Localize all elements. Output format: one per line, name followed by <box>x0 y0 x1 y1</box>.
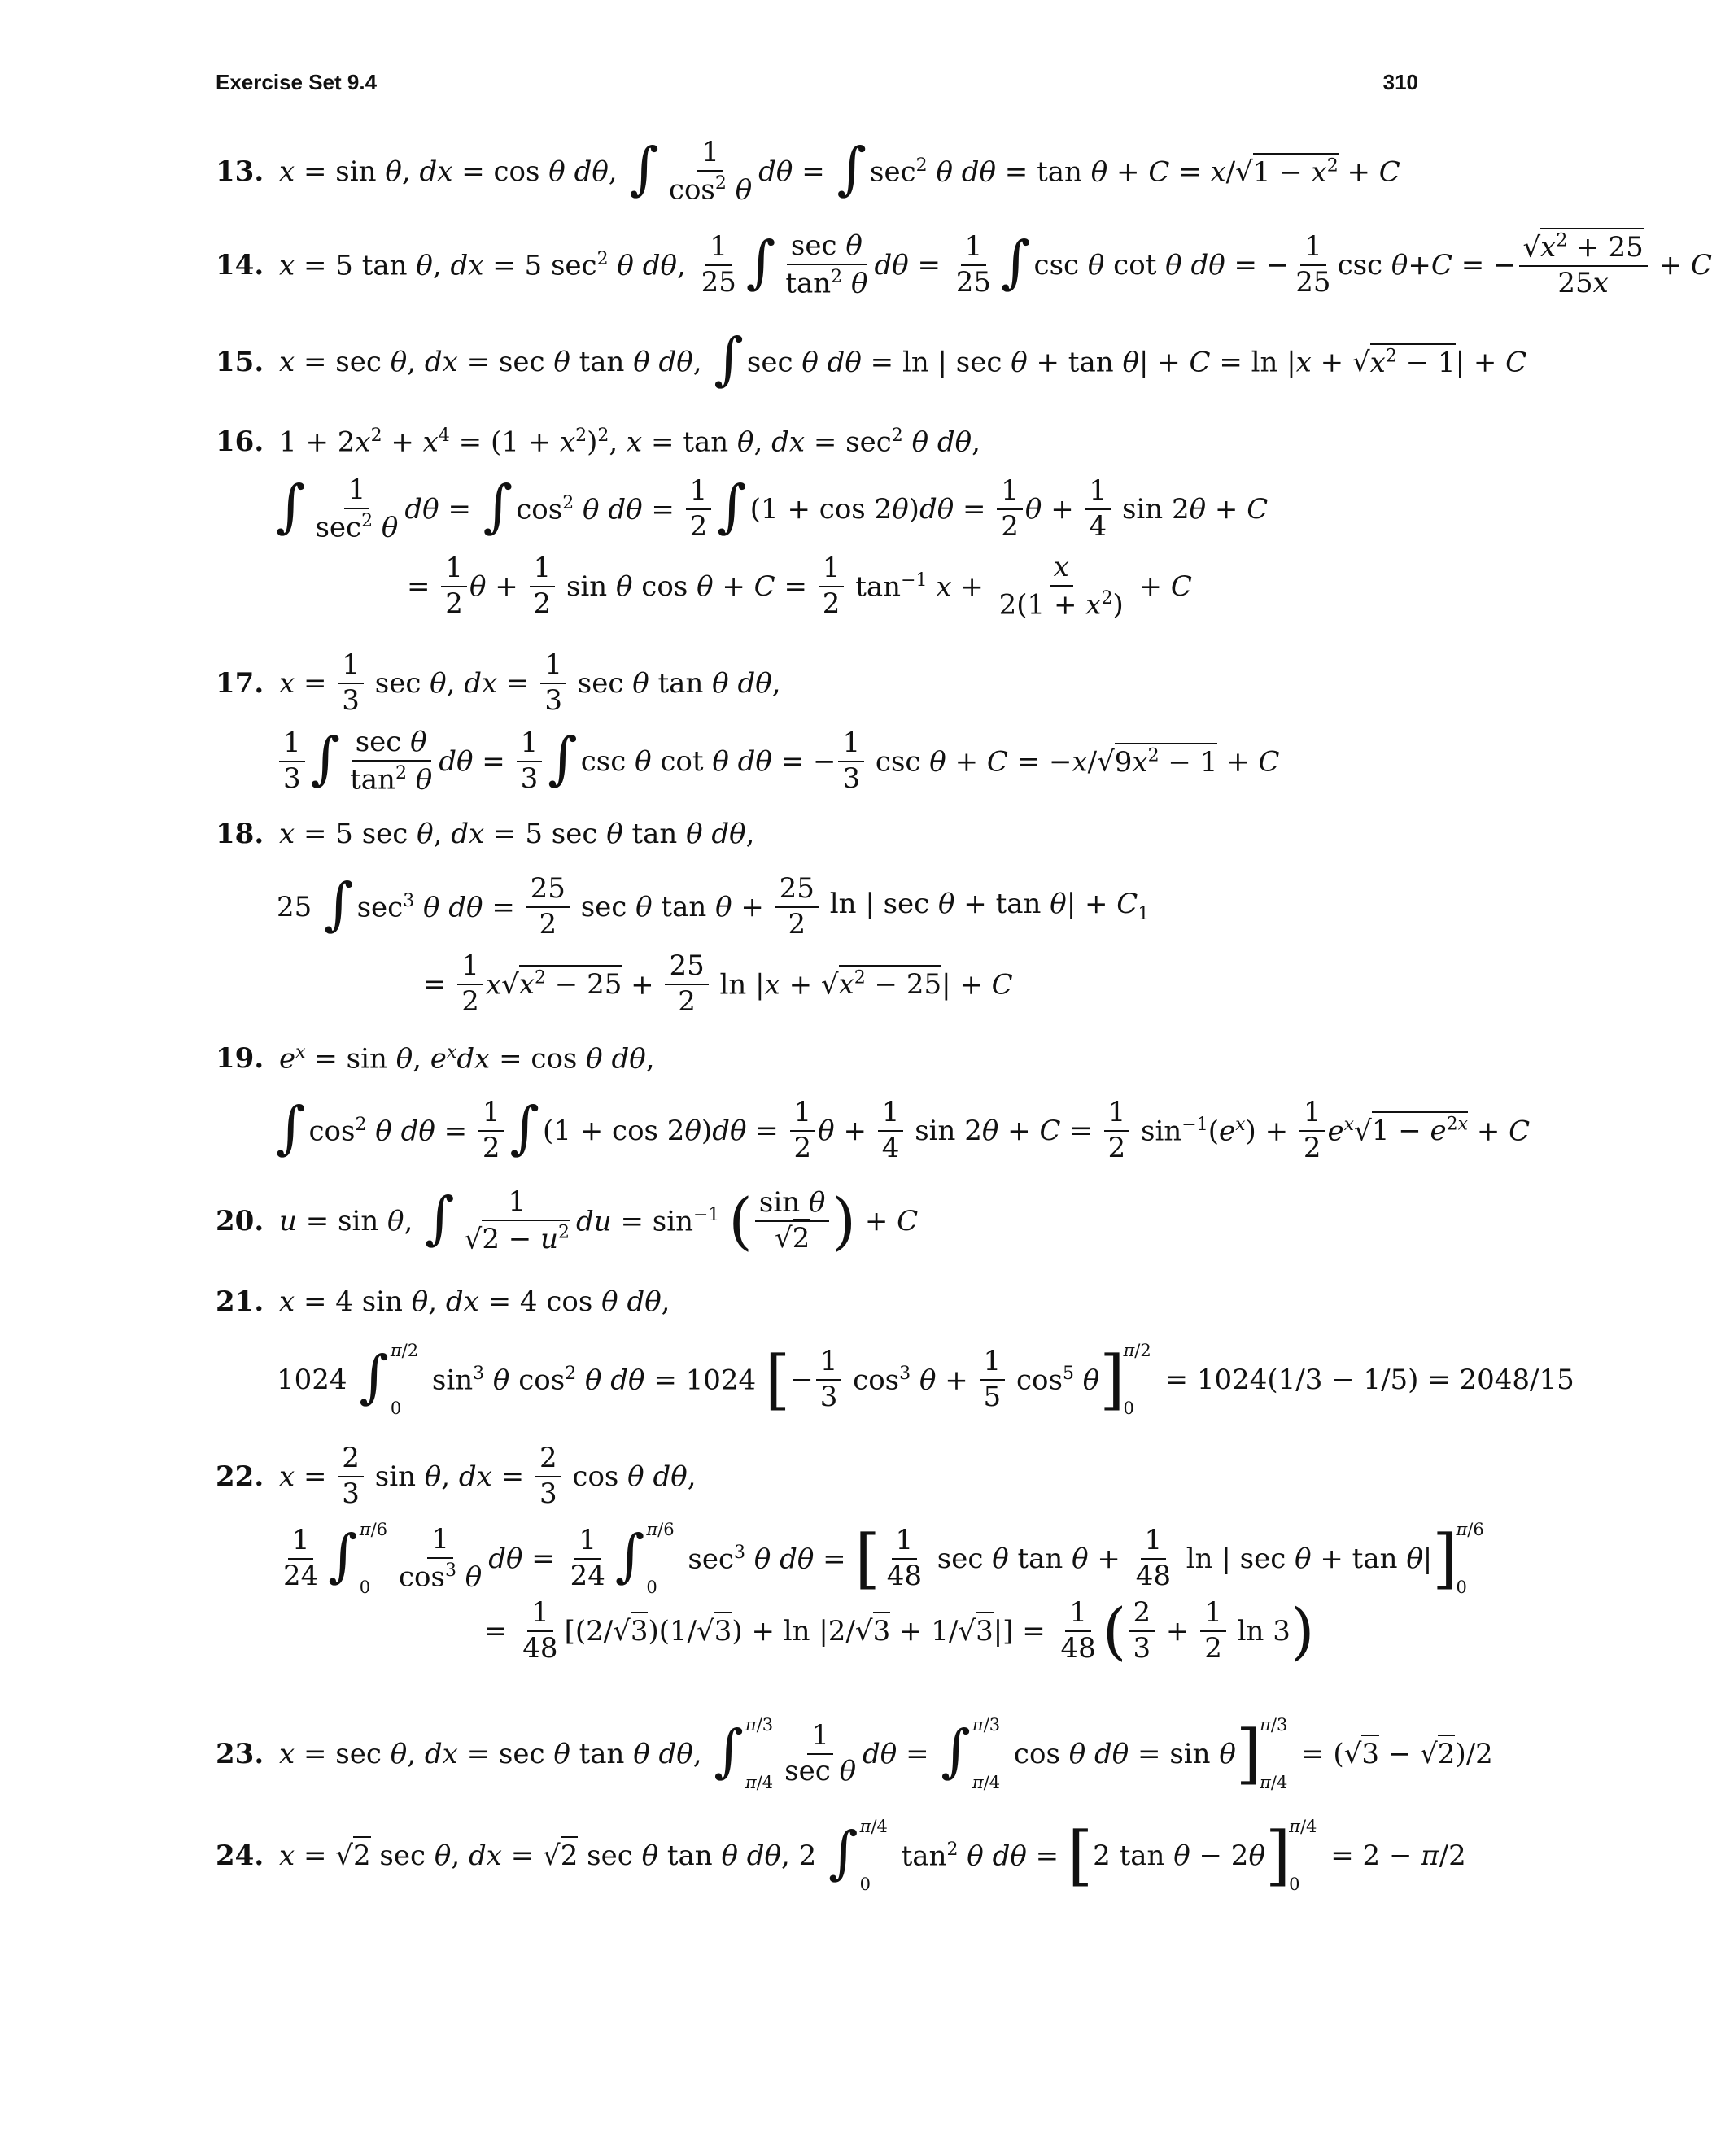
problem-18-line-2 <box>277 870 1150 941</box>
fraction: $\frac{2}{3}$ <box>338 1444 364 1508</box>
equation: (1 + cos 2θ)dθ = <box>749 492 995 526</box>
problem-17-line-1 <box>216 648 781 717</box>
evaluation-limits: π/6 0 <box>1456 1520 1484 1597</box>
problem-number: 15. <box>216 346 264 378</box>
equation: $\tan^{-1} x$ + <box>846 570 993 604</box>
fraction: $\frac{1}{√2 - u^2}$ <box>464 1185 570 1256</box>
problem-22-line-3 <box>484 1594 1315 1667</box>
fraction: $\frac{2}{3}$ <box>1129 1599 1155 1663</box>
integral-sign: ∫ <box>359 1343 389 1410</box>
integral-limits: π/3 π/4 <box>745 1715 774 1792</box>
problem-number: 24. <box>216 1840 264 1872</box>
fraction: $\frac{√x^2 + 25}{25x}$ <box>1519 232 1648 299</box>
equation: dθ = <box>874 248 950 282</box>
problem-number: 20. <box>216 1204 264 1237</box>
integral-limits: π/2 0 <box>390 1341 419 1418</box>
equation: = 2 − π/2 <box>1321 1840 1466 1872</box>
problem-16-line-3 <box>407 553 1192 620</box>
equation: sin 2θ + C = <box>906 1114 1102 1147</box>
fraction: $\frac{x}{2(1 + x^2)}$ <box>998 551 1124 622</box>
right-paren: ) <box>832 1184 857 1257</box>
equation: = 1024(1/3 − 1/5) = 2048/15 <box>1155 1364 1574 1396</box>
equation: $\sin^3 \theta$ $\cos^2 \theta$ dθ = 1024 <box>423 1364 765 1397</box>
problem-number: 17. <box>216 666 264 700</box>
fraction: $\frac{1}{4}$ <box>878 1098 904 1163</box>
fraction: $\frac{25}{2}$ <box>775 875 819 939</box>
equation: θ + <box>469 570 527 603</box>
problem-22-line-2 <box>277 1521 1489 1596</box>
problem-number: 21. <box>216 1285 264 1318</box>
equation: csc θ cot θ dθ = − <box>1033 248 1290 282</box>
left-bracket: [ <box>764 1342 791 1417</box>
equation: x = 5 sec θ, dx = 5 sec θ tan θ dθ, <box>279 818 755 850</box>
evaluation-limits: π/4 0 <box>1289 1817 1317 1894</box>
equation: x = √2 sec θ, dx = √2 sec θ tan θ dθ, 2 <box>279 1842 825 1870</box>
problem-21-line-2 <box>277 1342 1574 1417</box>
fraction: $\frac{1}{\cos^3 \theta}$ <box>399 1523 483 1594</box>
fraction: $\frac{1}{48}$ <box>1135 1524 1171 1592</box>
equation: ln | sec θ + tan θ| <box>1177 1543 1433 1575</box>
integral-sign: ∫ <box>836 134 867 202</box>
problem-18-line-3 <box>423 949 1013 1018</box>
equation: θ + <box>818 1114 876 1147</box>
fraction: $\frac{1}{24}$ <box>570 1524 605 1592</box>
integral-sign: ∫ <box>425 1184 455 1251</box>
equation: = (√3 − √2)/2 <box>1292 1740 1492 1768</box>
integral-sign: ∫ <box>714 325 744 392</box>
fraction: $\frac{1}{2}$ <box>790 1098 816 1163</box>
problem-19-line-2 <box>273 1093 1531 1164</box>
fraction: $\frac{\text{sec θ}}{\tan^2 \theta}$ <box>350 726 433 796</box>
section-title: Exercise Set 9.4 <box>216 70 378 94</box>
fraction: $\frac{1}{25}$ <box>701 230 736 299</box>
equation: $\sec^2 \theta$ $d\theta = \tan \theta + C = x/√1 - x^2 + C$ <box>870 157 1400 185</box>
equation: (1 + cos 2θ)dθ = <box>543 1114 788 1147</box>
equation: x = 5 tan θ, dx = 5 $\sec^2 \theta$ dθ, <box>279 249 695 282</box>
problem-number: 13. <box>216 155 264 188</box>
problem-19-line-1 <box>216 1041 655 1076</box>
fraction: $\frac{1}{2}$ <box>478 1098 504 1163</box>
fraction: $\frac{\text{sin θ}}{√2}$ <box>755 1189 830 1253</box>
equation: $\sin^{-1}(e^x)$ + <box>1132 1115 1297 1148</box>
problem-13 <box>216 134 1400 207</box>
fraction: $\frac{25}{2}$ <box>526 875 570 939</box>
problem-14 <box>216 228 1712 300</box>
equation: ln 3 <box>1228 1614 1291 1648</box>
problem-18-line-1 <box>216 820 754 848</box>
equation: $\cos^2 \theta$ dθ = <box>308 1115 476 1148</box>
integral-sign: ∫ <box>483 472 513 539</box>
fraction: $\frac{1}{2}$ <box>441 554 467 618</box>
problem-number: 16. <box>216 425 264 458</box>
page-number: 310 <box>1382 70 1418 94</box>
equation: csc θ+C = − <box>1337 248 1517 282</box>
equation: 2 tan θ − 2θ <box>1093 1840 1265 1872</box>
equation: x = 4 sin θ, dx = 4 cos θ dθ, <box>279 1285 670 1318</box>
equation: = <box>484 1614 517 1648</box>
right-paren: ) <box>1290 1594 1315 1667</box>
integral-sign: ∫ <box>276 472 306 539</box>
equation: $\cos^2 \theta$ dθ = <box>516 493 683 526</box>
right-bracket: ] <box>1264 1818 1291 1893</box>
equation: + <box>1157 1614 1199 1648</box>
integral-sign: ∫ <box>629 134 659 202</box>
equation: ln | $\sec \theta + \tan \theta| + C_1$ <box>820 888 1150 925</box>
fraction: $\frac{1}{25}$ <box>1295 230 1331 299</box>
problem-16-line-1 <box>216 425 980 459</box>
fraction: $\frac{1}{24}$ <box>283 1524 319 1592</box>
equation: dθ = <box>488 1543 564 1575</box>
equation: u = sin θ, <box>279 1204 422 1237</box>
evaluation-limits: π/2 0 <box>1123 1341 1151 1418</box>
equation: $\cos^5 \theta$ <box>1007 1364 1100 1397</box>
equation: dθ = <box>439 744 514 778</box>
problem-number: 18. <box>216 818 264 850</box>
equation: sec θ tan θ + <box>928 1543 1129 1575</box>
equation: + C <box>1129 570 1192 603</box>
problem-number: 14. <box>216 248 264 282</box>
fraction: $\frac{1}{48}$ <box>522 1596 558 1665</box>
integral-limits: π/6 0 <box>646 1520 675 1597</box>
problem-21-line-1 <box>216 1285 670 1318</box>
equation: = <box>423 967 456 1001</box>
equation: $\csc \theta + C = -x/√9x^2 - 1 + C$ <box>867 747 1279 775</box>
problem-number: 23. <box>216 1738 264 1770</box>
problem-number: 22. <box>216 1460 264 1493</box>
equation: − <box>790 1364 814 1396</box>
left-bracket: [ <box>854 1521 880 1596</box>
fraction: $\frac{1}{2}$ <box>530 554 556 618</box>
fraction: $\frac{1}{3}$ <box>838 729 864 793</box>
left-paren: ( <box>1102 1594 1127 1667</box>
equation: x = <box>279 666 336 700</box>
integral-sign: ∫ <box>1001 228 1031 295</box>
equation: dθ = <box>863 1738 938 1770</box>
fraction: $\frac{1}{3}$ <box>338 651 364 715</box>
fraction: $\frac{1}{2}$ <box>1104 1098 1130 1163</box>
integral-sign: ∫ <box>717 472 747 539</box>
equation: x = sec θ, dx = sec θ tan θ dθ, <box>279 346 711 378</box>
equation: $x√x^2 - 25$ + <box>486 970 663 998</box>
equation: sec θ tan θ dθ, <box>568 666 781 700</box>
fraction: $\frac{1}{\sec^2 \theta}$ <box>315 474 399 544</box>
equation: $e^x = \sin \theta$, $e^xdx = \cos \theta$ dθ, <box>279 1042 655 1076</box>
equation: $\ln |x + √x^2 - 25| + C$ <box>711 970 1013 998</box>
integral-sign: ∫ <box>509 1093 540 1161</box>
equation: x = sec θ, dx = sec θ tan θ dθ, <box>279 1738 711 1770</box>
fraction: $\frac{1}{3}$ <box>517 729 543 793</box>
integral-limits: π/3 π/4 <box>972 1715 1001 1792</box>
equation: $\sec^3 \theta$ dθ = <box>679 1543 855 1576</box>
integral-sign: ∫ <box>328 1522 358 1589</box>
fraction: $\frac{1}{2}$ <box>457 952 483 1016</box>
equation: $e^x√1 - e^{2x} + C$ <box>1328 1116 1531 1145</box>
equation: $\sec^3 \theta$ dθ = <box>356 891 524 924</box>
equation: x = sin θ, dx = cos θ dθ, <box>279 155 627 188</box>
fraction: $\frac{2}{3}$ <box>535 1444 561 1508</box>
left-bracket: [ <box>1067 1818 1094 1893</box>
equation: sin θ, dx = <box>365 1460 533 1493</box>
equation: cos θ dθ = sin θ <box>1005 1738 1236 1770</box>
fraction: $\frac{1}{2}$ <box>819 554 845 618</box>
integral-limits: π/4 0 <box>859 1817 888 1894</box>
integral-sign: ∫ <box>324 870 354 937</box>
fraction: $\frac{1}{5}$ <box>980 1347 1006 1412</box>
integral-sign: ∫ <box>614 1522 645 1589</box>
equation: dθ = <box>404 492 480 526</box>
fraction: $\frac{1}{2}$ <box>1200 1599 1226 1663</box>
fraction: $\frac{1}{2}$ <box>997 477 1023 541</box>
fraction: $\frac{\text{sec θ}}{\tan^2 \theta}$ <box>785 229 868 300</box>
equation: dθ = <box>758 155 834 188</box>
integral-sign: ∫ <box>310 724 341 792</box>
equation: sec θ tan θ + <box>571 890 773 923</box>
problem-20 <box>216 1184 919 1257</box>
fraction: $\frac{1}{48}$ <box>1060 1596 1096 1665</box>
fraction: $\frac{1}{\cos^2 \theta}$ <box>668 136 753 207</box>
equation: $\tan^2 \theta$ dθ = <box>892 1840 1068 1873</box>
problem-23 <box>216 1717 1493 1792</box>
right-bracket: ] <box>1235 1716 1262 1792</box>
equation: [(2/√3)(1/√3) + ln |2/√3 + 1/√3|] = <box>565 1617 1055 1645</box>
problem-16-line-2 <box>273 472 1269 544</box>
problem-number: 19. <box>216 1041 264 1075</box>
fraction: $\frac{1}{48}$ <box>886 1524 922 1592</box>
equation: sec θ, dx = <box>365 666 539 700</box>
integral-sign: ∫ <box>548 724 578 792</box>
equation: cos θ dθ, <box>563 1460 697 1493</box>
equation: $\cos^3 \theta$ + <box>844 1364 977 1397</box>
equation: x = <box>279 1460 336 1493</box>
equation: θ + <box>1024 492 1083 526</box>
integral-sign: ∫ <box>276 1093 306 1161</box>
equation: $1 + 2x^2 + x^4 = (1 + x^2)^2$, x = tan θ, dx = $\sec^2 \theta$ dθ, <box>279 426 980 459</box>
equation: sin 2θ + C <box>1113 492 1269 526</box>
equation: 1024 <box>277 1364 356 1396</box>
fraction: $\frac{1}{\text{sec θ}}$ <box>784 1719 857 1787</box>
fraction: $\frac{1}{3}$ <box>816 1347 842 1412</box>
problem-15 <box>216 325 1527 392</box>
right-bracket: ] <box>1432 1521 1458 1596</box>
fraction: $\frac{1}{2}$ <box>1299 1098 1325 1163</box>
equation: 25 <box>277 890 321 923</box>
problem-24 <box>216 1818 1466 1893</box>
integral-sign: ∫ <box>941 1717 971 1784</box>
integral-sign: ∫ <box>714 1717 744 1784</box>
equation: + C <box>1649 248 1712 282</box>
problem-17-line-2 <box>277 724 1280 796</box>
fraction: $\frac{1}{2}$ <box>686 477 712 541</box>
integral-sign: ∫ <box>828 1819 858 1886</box>
fraction: $\frac{25}{2}$ <box>665 952 708 1016</box>
equation: sec θ dθ = ln | $\sec \theta + \tan \theta| + C = \ln |x + √x^2 - 1| + C$ <box>747 347 1526 376</box>
problem-22-line-1 <box>216 1444 697 1508</box>
left-paren: ( <box>728 1184 753 1257</box>
equation: du = $\sin^{-1}$ <box>575 1205 720 1238</box>
fraction: $\frac{1}{3}$ <box>279 729 305 793</box>
equation: csc θ cot θ dθ = − <box>580 744 836 778</box>
evaluation-limits: π/3 π/4 <box>1260 1715 1288 1792</box>
equation: sin θ cos θ + C = <box>557 570 816 603</box>
fraction: $\frac{1}{3}$ <box>540 651 566 715</box>
fraction: $\frac{1}{25}$ <box>955 230 992 299</box>
integral-sign: ∫ <box>745 228 776 295</box>
equation: = <box>407 570 439 603</box>
integral-limits: π/6 0 <box>359 1520 387 1597</box>
equation: + C <box>856 1204 919 1237</box>
fraction: $\frac{1}{4}$ <box>1085 477 1111 541</box>
right-bracket: ] <box>1099 1342 1125 1417</box>
